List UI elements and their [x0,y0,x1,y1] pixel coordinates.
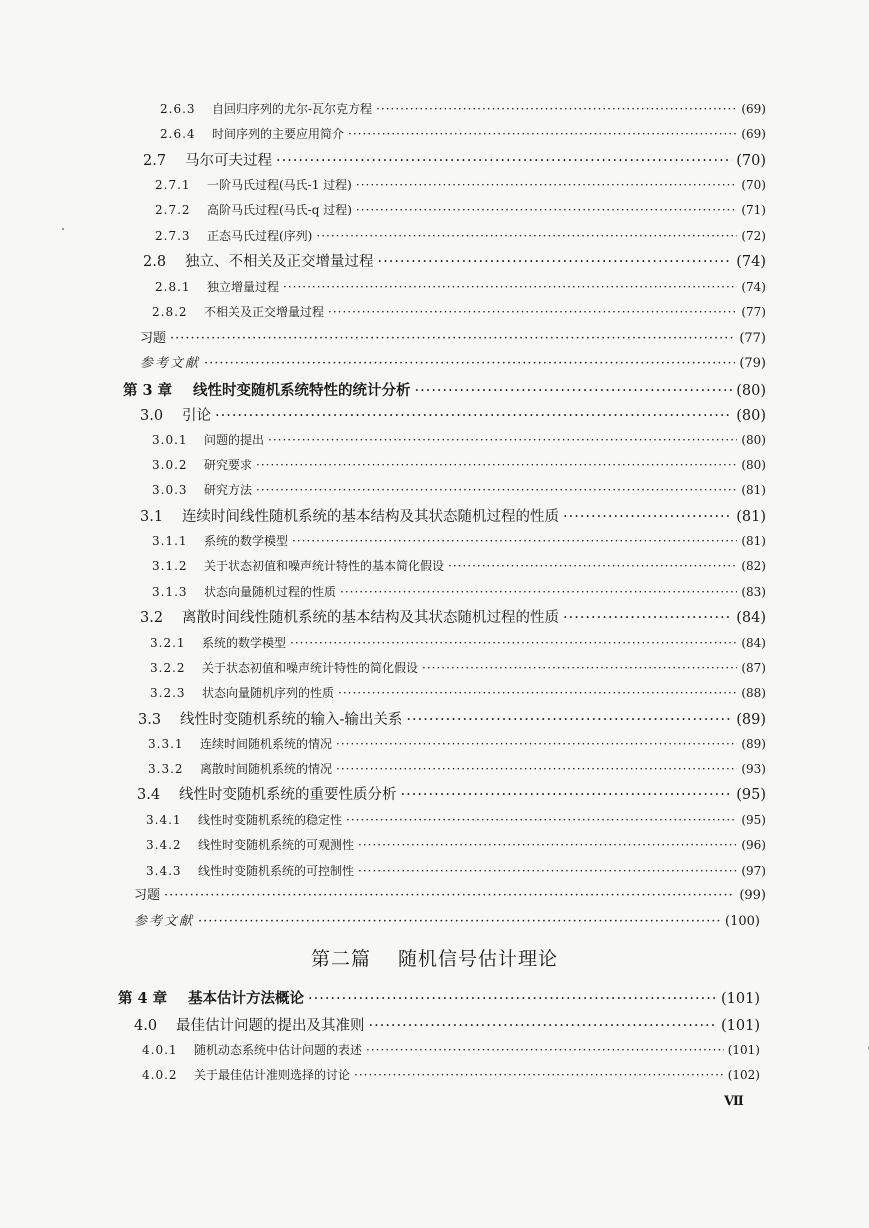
leader-dots [346,813,737,827]
entry-title: 线性时变随机系统的可控制性 [198,864,355,878]
entry-title: 连续时间随机系统的情况 [200,737,333,751]
entry-number: 3.1.2 [152,559,188,573]
entry-page: (74) [741,280,766,294]
leader-dots [198,914,721,929]
leader-dots [308,991,717,1007]
toc-entry [155,176,766,193]
entry-title: 习题 [140,331,167,346]
toc-entry [140,327,766,346]
entry-number: 3.3.1 [148,737,184,751]
entry-page: (74) [736,254,766,270]
part-label: 第二篇 [310,948,371,970]
entry-page: (100) [725,914,760,929]
entry-number: 2.8 [143,254,167,270]
leader-dots [358,864,737,878]
entry-number: 4.0 [134,1018,158,1034]
toc-entry [152,583,766,600]
leader-dots [354,1068,724,1082]
entry-title: 状态向量随机序列的性质 [202,686,335,700]
leader-dots [348,127,737,141]
entry-page: (72) [741,229,766,243]
entry-title: 习题 [134,888,161,903]
leader-dots [406,712,732,728]
entry-title: 系统的数学模型 [204,534,289,548]
entry-title: 自回归序列的尤尔-瓦尔克方程 [212,102,373,116]
leader-dots [563,509,732,525]
entry-title: 参考文献 [134,914,195,929]
entry-number: 3.0.1 [152,433,188,447]
toc-entry [160,125,766,142]
entry-page: (81) [741,483,766,497]
toc-entry [140,352,766,371]
entry-page: (101) [727,1043,760,1057]
entry-page: (84) [736,610,766,626]
toc-entry [123,379,766,400]
entry-number: 3.1.3 [152,585,188,599]
toc-entry [152,456,766,473]
part-title: 随机信号估计理论 [398,948,559,970]
entry-number: 3.1 [140,509,164,525]
entry-title: 时间序列的主要应用简介 [212,127,345,141]
entry-number: 3.0 [140,408,164,424]
entry-page: (87) [741,661,766,675]
leader-dots [356,203,737,217]
entry-page: (93) [741,762,766,776]
entry-title: 线性时变随机系统的稳定性 [198,813,343,827]
entry-number: 2.8.1 [155,280,191,294]
entry-page: (96) [741,838,766,852]
entry-page: (77) [741,305,766,319]
toc-entry [150,684,766,701]
leader-dots [328,305,737,319]
toc-entry [148,760,766,777]
entry-number: 2.7.1 [155,178,191,192]
leader-dots [215,408,732,424]
toc-entry [152,557,766,574]
entry-title: 系统的数学模型 [202,636,287,650]
entry-page: (101) [721,991,760,1007]
leader-dots [448,559,737,573]
leader-dots [338,686,737,700]
entry-title: 最佳估计问题的提出及其准则 [176,1018,365,1034]
entry-title: 连续时间线性随机系统的基本结构及其状态随机过程的性质 [182,509,559,525]
leader-dots [283,280,737,294]
entry-title: 线性时变随机系统的输入-输出关系 [180,712,403,728]
toc-entry [142,1066,760,1083]
entry-title: 基本估计方法概论 [188,990,304,1007]
entry-number: 第 4 章 [118,990,168,1007]
entry-number: 3.3.2 [148,762,184,776]
entry-title: 关于状态初值和噪声统计特性的基本简化假设 [204,559,445,573]
entry-title: 独立、不相关及正交增量过程 [185,254,374,270]
toc-entry [138,708,766,729]
entry-page: (99) [739,888,766,903]
entry-page: (97) [741,864,766,878]
entry-page: (89) [736,712,766,728]
leader-dots [336,737,737,751]
leader-dots [401,787,733,803]
entry-title: 引论 [182,408,211,424]
entry-page: (80) [741,458,766,472]
toc-entry [140,404,766,425]
entry-title: 随机动态系统中估计问题的表述 [194,1043,363,1057]
entry-title: 关于最佳估计准则选择的讨论 [194,1068,351,1082]
entry-page: (88) [741,686,766,700]
entry-page: (80) [736,383,766,399]
entry-title: 研究方法 [204,483,253,497]
entry-page: (82) [741,559,766,573]
leader-dots [415,383,733,399]
entry-number: 2.7.2 [155,203,191,217]
entry-number: 第 3 章 [123,382,173,399]
entry-page: (70) [736,153,766,169]
entry-number: 2.8.2 [152,305,188,319]
toc-entry [146,862,766,879]
toc-entry [152,532,766,549]
entry-page: (102) [727,1068,760,1082]
toc-entry [152,481,766,498]
toc-entry [155,201,766,218]
entry-title: 参考文献 [140,356,201,371]
leader-dots [376,102,737,116]
entry-title: 正态马氏过程(序列) [207,229,313,243]
toc-entry [140,505,766,526]
toc-entry [134,1014,760,1035]
entry-title: 状态向量随机过程的性质 [204,585,337,599]
entry-page: (83) [741,585,766,599]
leader-dots [336,762,737,776]
entry-page: (70) [741,178,766,192]
toc-entry [160,100,766,117]
toc-entry [150,634,766,651]
leader-dots [268,433,737,447]
entry-number: 3.2.1 [150,636,186,650]
toc-entry [143,250,766,271]
entry-page: (71) [741,203,766,217]
entry-page: (89) [741,737,766,751]
entry-title: 高阶马氏过程(马氏-q 过程) [207,203,352,217]
entry-page: (69) [741,102,766,116]
entry-title: 一阶马氏过程(马氏-1 过程) [207,178,352,192]
entry-number: 3.0.2 [152,458,188,472]
leader-dots [256,458,737,472]
leader-dots [292,534,737,548]
toc-entry [134,910,760,929]
toc-entry [118,987,760,1008]
leader-dots [164,888,735,903]
entry-title: 离散时间随机系统的情况 [200,762,333,776]
entry-title: 不相关及正交增量过程 [204,305,325,319]
part-heading [0,944,869,971]
page-folio: Ⅶ [724,1094,744,1109]
entry-number: 4.0.1 [142,1043,178,1057]
toc-entry [146,836,766,853]
leader-dots [366,1043,724,1057]
entry-number: 3.1.1 [152,534,188,548]
entry-number: 3.2.2 [150,661,186,675]
toc-entry [155,227,766,244]
entry-number: 4.0.2 [142,1068,178,1082]
entry-number: 2.7 [143,153,167,169]
leader-dots [204,356,735,371]
leader-dots [422,661,737,675]
leader-dots [358,838,737,852]
leader-dots [170,331,735,346]
leader-dots [378,254,733,270]
entry-number: 3.4.1 [146,813,182,827]
toc-entry [152,303,766,320]
entry-title: 线性时变随机系统的重要性质分析 [179,787,397,803]
scan-speck [62,228,64,230]
entry-page: (95) [741,813,766,827]
entry-page: (84) [741,636,766,650]
toc-entry [146,811,766,828]
toc-entry [143,149,766,170]
entry-page: (81) [741,534,766,548]
toc-entry [150,659,766,676]
entry-number: 3.4 [137,787,161,803]
entry-page: (80) [736,408,766,424]
entry-number: 2.6.4 [160,127,196,141]
toc-entry [155,278,766,295]
entry-number: 3.2 [140,610,164,626]
entry-page: (79) [739,356,766,371]
leader-dots [340,585,737,599]
entry-page: (80) [741,433,766,447]
entry-number: 3.4.2 [146,838,182,852]
entry-title: 线性时变随机系统的可观测性 [198,838,355,852]
entry-number: 3.4.3 [146,864,182,878]
entry-page: (95) [736,787,766,803]
leader-dots [356,178,737,192]
entry-page: (77) [739,331,766,346]
leader-dots [256,483,737,497]
toc-entry [152,431,766,448]
toc-entry [142,1041,760,1058]
entry-title: 关于状态初值和噪声统计特性的简化假设 [202,661,419,675]
toc-entry [148,735,766,752]
entry-page: (69) [741,127,766,141]
entry-number: 2.6.3 [160,102,196,116]
toc-entry [140,606,766,627]
entry-title: 研究要求 [204,458,253,472]
entry-number: 3.3 [138,712,162,728]
entry-page: (81) [736,509,766,525]
entry-title: 独立增量过程 [207,280,280,294]
entry-title: 问题的提出 [204,433,265,447]
leader-dots [276,153,732,169]
leader-dots [369,1018,718,1034]
entry-page: (101) [721,1018,760,1034]
leader-dots [290,636,737,650]
leader-dots [563,610,732,626]
entry-number: 2.7.3 [155,229,191,243]
entry-title: 离散时间线性随机系统的基本结构及其状态随机过程的性质 [182,610,559,626]
leader-dots [316,229,737,243]
entry-number: 3.2.3 [150,686,186,700]
toc-entry [137,783,766,804]
entry-title: 马尔可夫过程 [185,153,272,169]
toc-entry [134,884,766,903]
entry-number: 3.0.3 [152,483,188,497]
entry-title: 线性时变随机系统特性的统计分析 [193,382,411,399]
